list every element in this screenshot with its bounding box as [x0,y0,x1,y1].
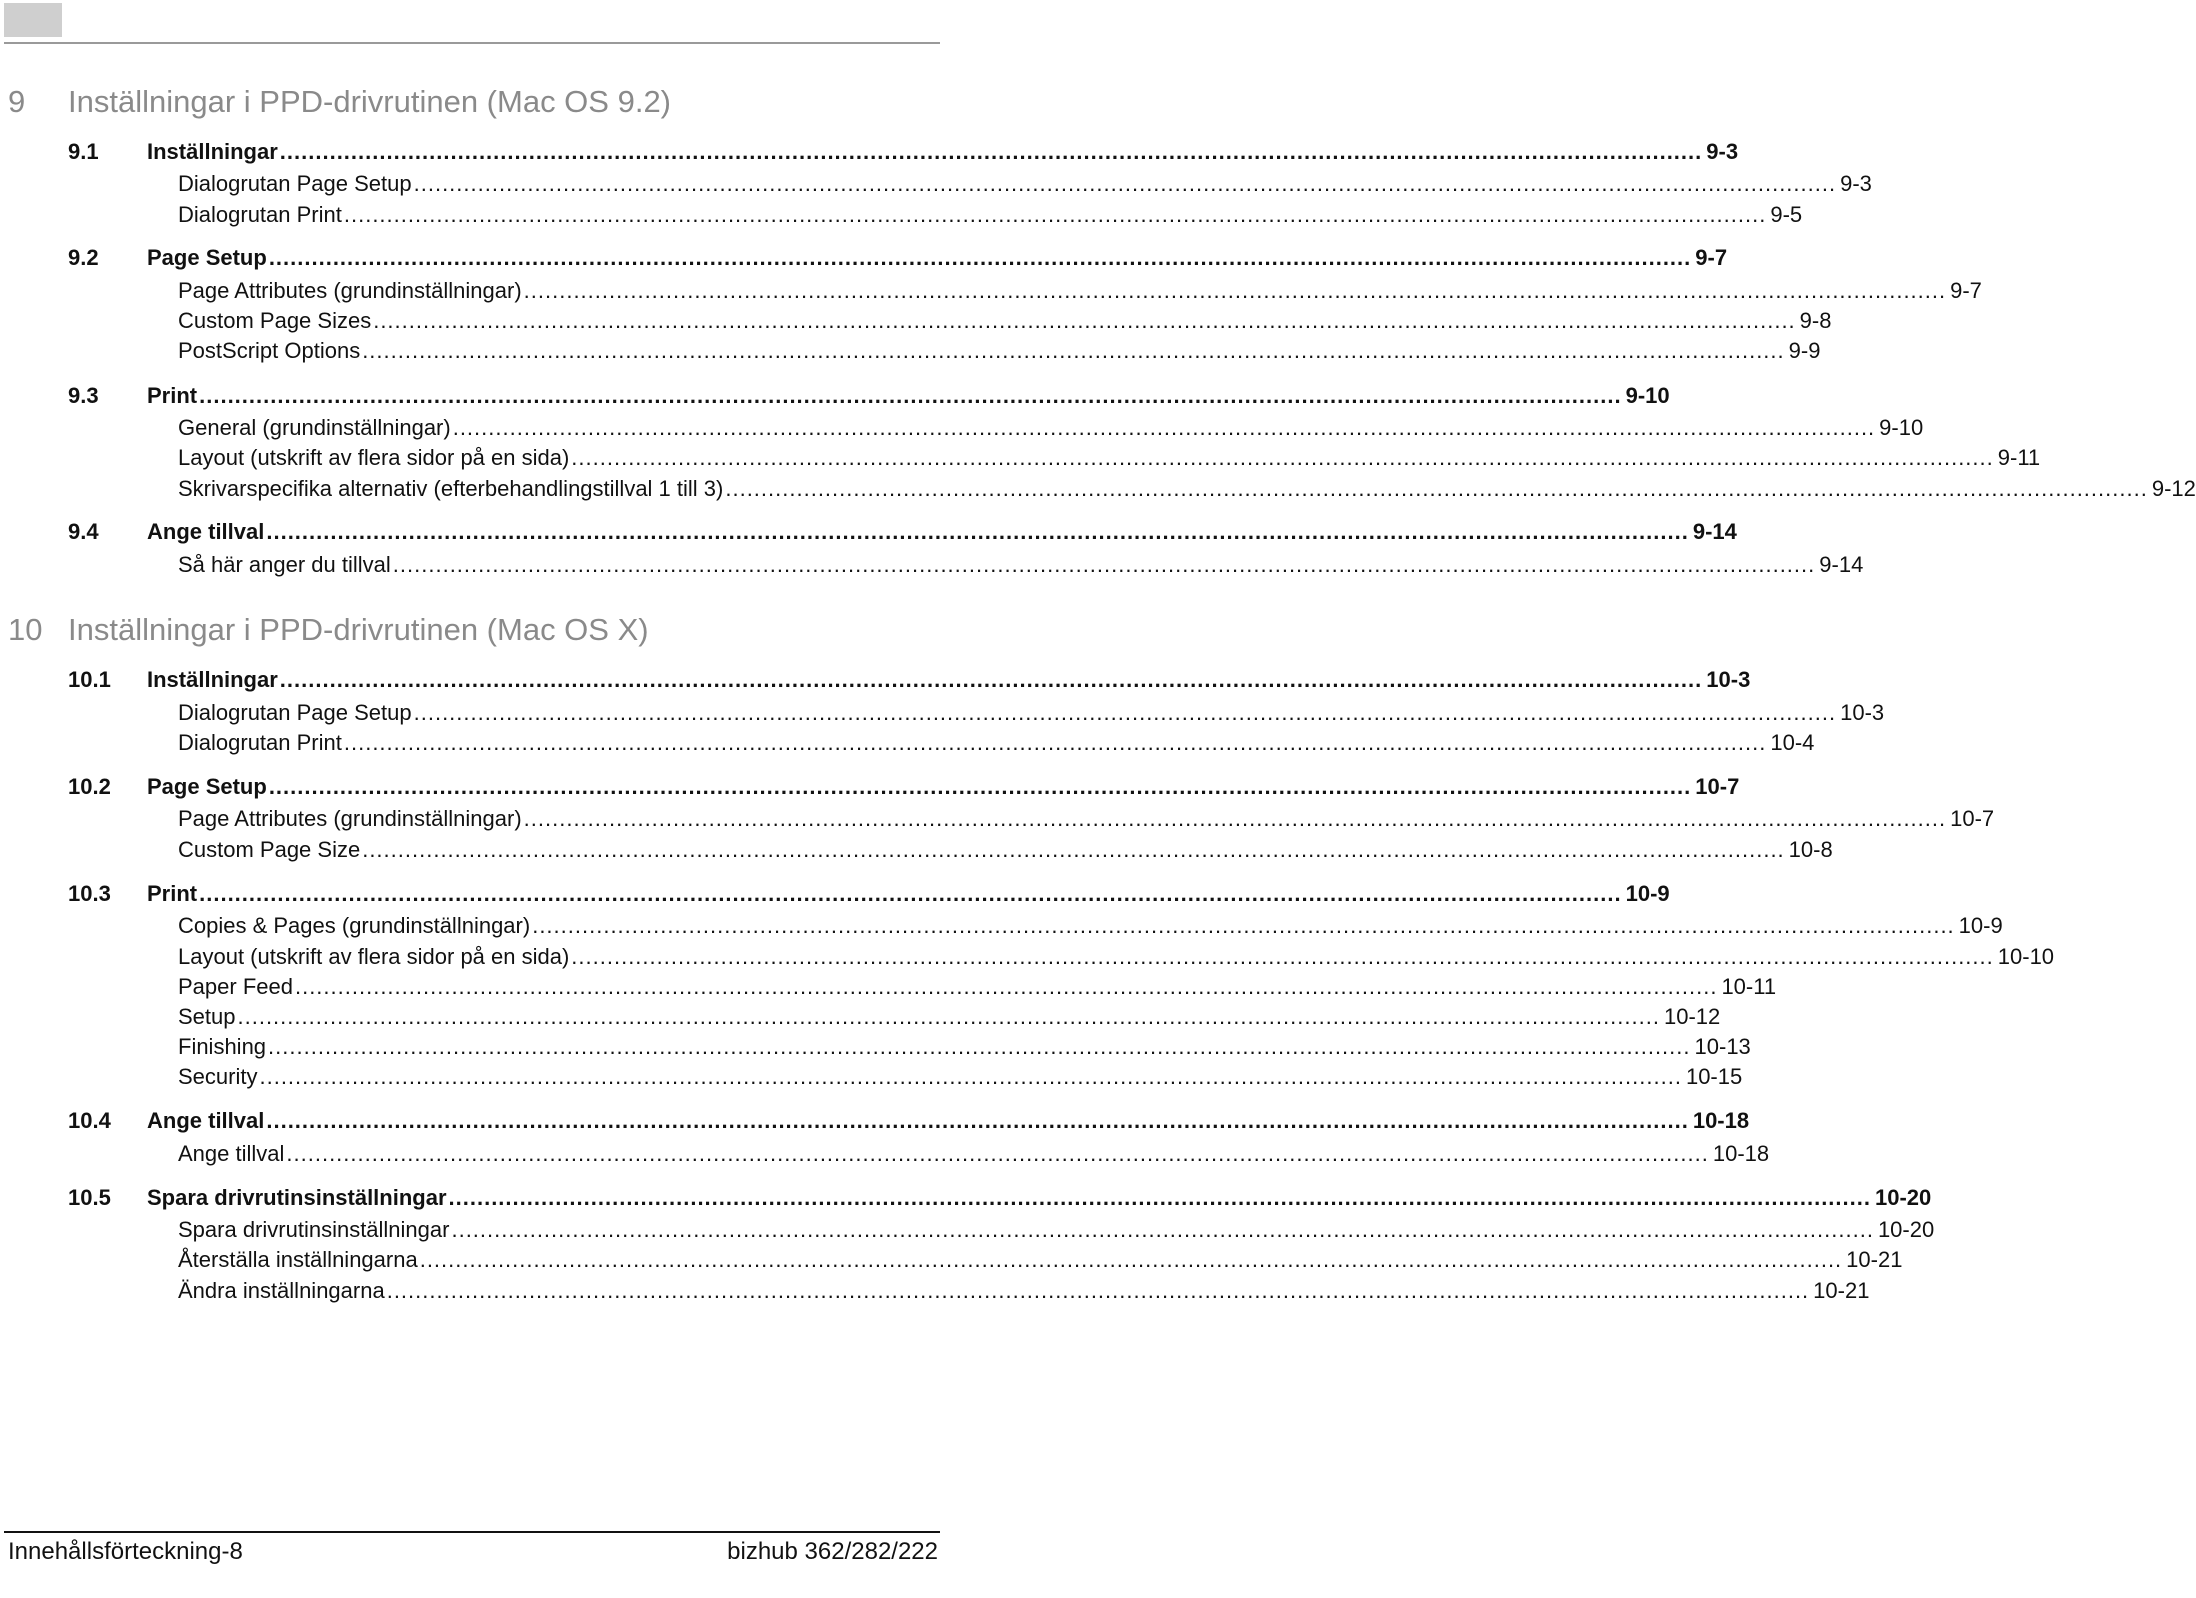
page-number: 10-20 [1874,1185,1932,1210]
toc-subsection-entry[interactable] [178,1004,1721,1030]
chapter-title: Inställningar i PPD-drivrutinen (Mac OS X) [68,612,649,647]
dot-leader: ........................................................................................................................................................................................................ [571,445,1994,470]
dot-leader: ........................................................................................................................................................................................................ [419,1247,1843,1272]
toc-subsection-entry[interactable] [178,1064,1743,1090]
section-title: Ange tillval [147,1108,265,1133]
chapter-number: 9 [8,84,26,119]
entry-title: Setup [178,1004,236,1029]
section-title: Page Setup [147,774,267,799]
entry-title: Dialogrutan Print [178,202,342,227]
section-number: 9.2 [68,245,99,270]
toc-subsection-entry[interactable] [178,338,1821,364]
dot-leader: ........................................................................................................................................................................................................ [266,519,1689,544]
page-number: 10-10 [1997,944,2055,969]
page-number: 9-7 [1695,245,1728,270]
dot-leader: ........................................................................................................................................................................................................ [725,476,2148,501]
dot-leader: ........................................................................................................................................................................................................ [266,1108,1689,1133]
dot-leader: ........................................................................................................................................................................................................ [451,1217,1874,1242]
entry-title: Custom Page Sizes [178,308,372,333]
dot-leader: ........................................................................................................................................................................................................ [386,1278,1810,1303]
toc-subsection-entry[interactable] [178,730,1815,756]
entry-title: Copies & Pages (grundinställningar) [178,913,531,938]
toc-section-entry[interactable] [68,1108,1750,1134]
toc-subsection-entry[interactable] [178,1141,1770,1167]
entry-title: Så här anger du tillval [178,552,391,577]
toc-subsection-entry[interactable] [178,476,2196,502]
page-number: 10-20 [1877,1217,1935,1242]
page-number: 9-7 [1950,278,1982,303]
toc-section-entry[interactable] [68,519,1737,545]
toc-subsection-entry[interactable] [178,202,1803,228]
toc-subsection-entry[interactable] [178,837,1833,863]
toc-subsection-entry[interactable] [178,171,1872,197]
toc-section-entry[interactable] [68,139,1739,165]
page-number: 10-13 [1694,1034,1751,1059]
dot-leader: ........................................................................................................................................................................................................ [452,415,1876,440]
dot-leader: ........................................................................................................................................................................................................ [523,278,1947,303]
page-number: 10-21 [1846,1247,1903,1272]
dot-leader: ........................................................................................................................................................................................................ [532,913,1955,938]
toc-subsection-entry[interactable] [178,445,2041,471]
toc-subsection-entry[interactable] [178,806,1995,832]
dot-leader: ........................................................................................................................................................................................................ [343,730,1767,755]
section-title: Ange tillval [147,519,265,544]
page-number: 10-3 [1706,667,1751,692]
entry-title: Skrivarspecifika alternativ (efterbehandlingstillval 1 till 3) [178,476,724,501]
toc-subsection-entry[interactable] [178,308,1832,334]
toc-subsection-entry[interactable] [178,1278,1870,1304]
entry-title: Dialogrutan Page Setup [178,171,412,196]
page-number: 10-15 [1685,1064,1743,1089]
dot-leader: ........................................................................................................................................................................................................ [413,171,1837,196]
page-number: 10-9 [1625,881,1670,906]
toc-subsection-entry[interactable] [178,913,2003,939]
entry-title: Layout (utskrift av flera sidor på en sida) [178,944,570,969]
section-title: Inställningar [147,667,278,692]
page-number: 10-12 [1663,1004,1721,1029]
toc-section-entry[interactable] [68,245,1728,271]
section-title: Spara drivrutinsinställningar [147,1185,447,1210]
section-number: 9.3 [68,383,99,408]
page-number: 9-3 [1706,139,1739,164]
section-title: Print [147,383,198,408]
dot-leader: ........................................................................................................................................................................................................ [286,1141,1709,1166]
page-number: 10-8 [1788,837,1833,862]
entry-title: Page Attributes (grundinställningar) [178,806,522,831]
page-number: 10-9 [1958,913,2003,938]
toc-subsection-entry[interactable] [178,1247,1903,1273]
dot-leader: ........................................................................................................................................................................................................ [448,1185,1871,1210]
section-title: Page Setup [147,245,267,270]
page-number: 10-7 [1950,806,1995,831]
page-number: 9-10 [1879,415,1924,440]
toc-subsection-entry[interactable] [178,974,1777,1000]
dot-leader: ........................................................................................................................................................................................................ [571,944,1994,969]
page-number: 9-14 [1692,519,1737,544]
dot-leader: ........................................................................................................................................................................................................ [199,881,1622,906]
entry-title: Dialogrutan Page Setup [178,700,412,725]
toc-subsection-entry[interactable] [178,278,1982,304]
page-number: 9-8 [1799,308,1832,333]
dot-leader: ........................................................................................................................................................................................................ [362,837,1785,862]
dot-leader: ........................................................................................................................................................................................................ [413,700,1837,725]
dot-leader: ........................................................................................................................................................................................................ [268,1034,1691,1059]
chapter-heading [8,84,938,120]
page-number: 9-5 [1770,202,1803,227]
dot-leader: ........................................................................................................................................................................................................ [268,245,1692,270]
chapter-number: 10 [8,612,43,647]
entry-title: Page Attributes (grundinställningar) [178,278,522,303]
toc-subsection-entry[interactable] [178,415,1924,441]
entry-title: PostScript Options [178,338,361,363]
chapter-heading [8,612,938,648]
dot-leader: ........................................................................................................................................................................................................ [523,806,1947,831]
page-number: 10-18 [1692,1108,1750,1133]
dot-leader: ........................................................................................................................................................................................................ [294,974,1718,999]
page-number: 9-12 [2151,476,2196,501]
page-number: 10-21 [1813,1278,1870,1303]
footer-product-name: bizhub 362/282/222 [727,1538,938,1565]
toc-subsection-entry[interactable] [178,1217,1935,1243]
toc-subsection-entry[interactable] [178,1034,1751,1060]
entry-title: Ange tillval [178,1141,285,1166]
toc-subsection-entry[interactable] [178,700,1885,726]
page-number: 10-18 [1712,1141,1770,1166]
section-number: 9.1 [68,139,99,164]
entry-title: Återställa inställningarna [178,1247,418,1272]
dot-leader: ........................................................................................................................................................................................................ [279,139,1703,164]
entry-title: Paper Feed [178,974,293,999]
dot-leader: ........................................................................................................................................................................................................ [237,1004,1660,1029]
header-rule [4,42,940,44]
entry-title: Ändra inställningarna [178,1278,385,1303]
entry-title: Finishing [178,1034,267,1059]
footer-rule [4,1531,940,1533]
dot-leader: ........................................................................................................................................................................................................ [199,383,1622,408]
section-number: 10.1 [68,667,111,692]
toc-section-entry[interactable] [68,1185,1932,1211]
dot-leader: ........................................................................................................................................................................................................ [259,1064,1682,1089]
page-number: 9-11 [1997,445,2041,470]
section-number: 10.2 [68,774,111,799]
section-number: 10.4 [68,1108,111,1133]
entry-title: Layout (utskrift av flera sidor på en sida) [178,445,570,470]
entry-title: Spara drivrutinsinställningar [178,1217,450,1242]
page-number: 10-11 [1721,974,1777,999]
toc-section-entry[interactable] [68,774,1740,800]
section-number: 9.4 [68,519,99,544]
page-number: 9-14 [1819,552,1864,577]
dot-leader: ........................................................................................................................................................................................................ [279,667,1703,692]
dot-leader: ........................................................................................................................................................................................................ [343,202,1767,227]
dot-leader: ........................................................................................................................................................................................................ [392,552,1816,577]
toc-section-entry[interactable] [68,667,1751,693]
dot-leader: ........................................................................................................................................................................................................ [373,308,1796,333]
toc-section-entry[interactable] [68,383,1670,409]
dot-leader: ........................................................................................................................................................................................................ [268,774,1692,799]
page-number: 10-7 [1695,774,1740,799]
entry-title: General (grundinställningar) [178,415,451,440]
entry-title: Custom Page Size [178,837,361,862]
section-title: Print [147,881,198,906]
page-number: 10-4 [1770,730,1815,755]
footer-page-label: Innehållsförteckning-8 [8,1538,243,1565]
chapter-title: Inställningar i PPD-drivrutinen (Mac OS 9.2) [68,84,672,119]
entry-title: Security [178,1064,258,1089]
section-number: 10.5 [68,1185,111,1210]
header-tab-block [4,3,62,37]
page-number: 9-10 [1625,383,1670,408]
page-number: 9-9 [1788,338,1821,363]
toc-subsection-entry[interactable] [178,552,1864,578]
dot-leader: ........................................................................................................................................................................................................ [362,338,1785,363]
toc-section-entry[interactable] [68,881,1670,907]
toc-subsection-entry[interactable] [178,944,2055,970]
section-title: Inställningar [147,139,278,164]
entry-title: Dialogrutan Print [178,730,342,755]
section-number: 10.3 [68,881,111,906]
page-number: 10-3 [1840,700,1885,725]
page-number: 9-3 [1840,171,1872,196]
